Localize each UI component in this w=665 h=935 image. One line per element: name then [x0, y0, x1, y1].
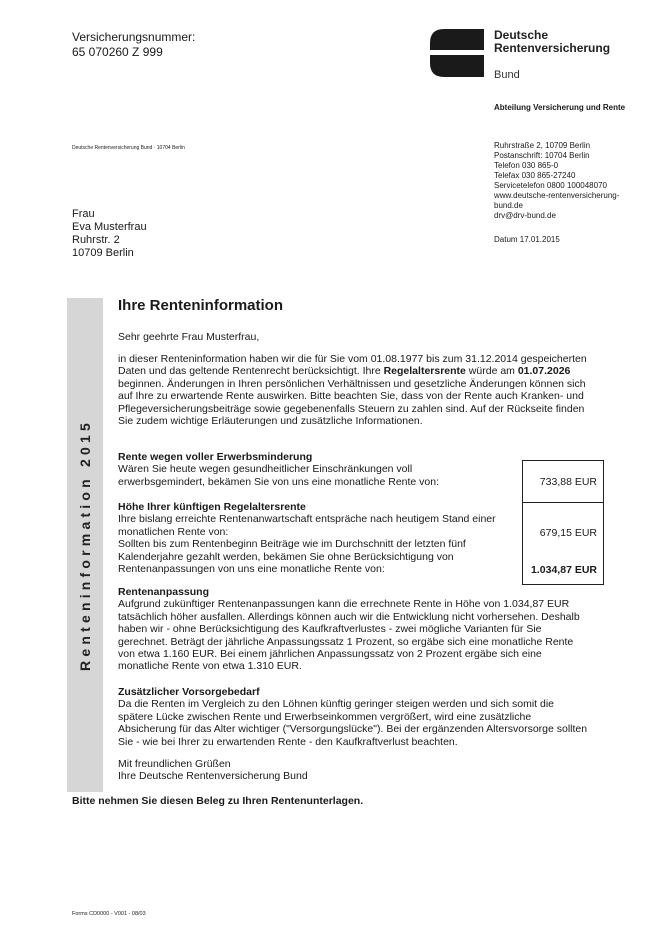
amount-current-entitlement: 679,15 EUR	[539, 527, 597, 539]
contact-line: Telefon 030 865-0	[494, 161, 559, 170]
section-text: Aufgrund zukünftiger Rentenanpassungen kann die errechnete Rente in Höhe von 1.034,87 EUR tatsächlich höher ausfallen. Allerdings können auch wir die Entwicklung nicht vorhersehen. Deshalb haben wir - ohne Berücksichtigung des Kaufkraftverlustes - zwei mögliche Varianten für Sie gerechnet. Beträgt der jährliche Anpassungssatz 1 Prozent, so ergäbe sich eine monatliche Rente von etwa 1.160 EUR. Bei einem jährlichen Anpassungssatz von 2 Prozent ergäbe sich eine monatliche Rente von etwa 1.310 EUR.	[118, 598, 580, 673]
intro-text: in dieser Renteninformation haben wir die für Sie vom 01.08.1977 bis zum 31.12.2014 gespeicherten Daten und das geltende Rentenrecht berücksichtigt. Ihre	[118, 353, 587, 378]
contact-line: drv@drv-bund.de	[494, 211, 556, 220]
intro-emphasis-date: 01.07.2026	[517, 365, 571, 378]
section-text: Ihre bislang erreichte Rentenanwartschaft entspräche nach heutigem Stand einer monatlichen Rente von:	[118, 513, 496, 538]
section-heading: Höhe Ihrer künftigen Regelaltersrente	[118, 501, 306, 513]
insurance-number: 65 070260 Z 999	[72, 45, 163, 59]
intro-text: würde am	[465, 365, 518, 378]
section-regular-pension	[118, 501, 518, 575]
document-title: Ihre Renteninformation	[118, 297, 284, 314]
brand-name	[494, 29, 610, 55]
address-line: Frau	[72, 208, 95, 220]
section-text: Da die Renten im Vergleich zu den Löhnen künftig geringer steigen werden und sich somit die spätere Lücke zwischen Rente und Erwerbseinkommen vergrößert, wird eine zusätzliche Absicherung für das Alter wichtiger ("Versorgungslücke"). Bei der ergänzenden Altersvorsorge sollten Sie - wie bei Ihrer zu erwartenden Rente - den Kaufkraftverlust beachten.	[118, 698, 588, 748]
salutation: Sehr geehrte Frau Musterfrau,	[118, 331, 260, 343]
amount-box	[522, 460, 604, 585]
brand-bund: Bund	[494, 69, 520, 81]
contact-line: Ruhrstraße 2, 10709 Berlin	[494, 141, 591, 150]
intro-text: beginnen. Änderungen in Ihren persönlichen Verhältnissen und gesetzliche Änderungen können sich auf Ihre zu erwartende Rente auswirken. Bitte beachten Sie, dass von der Rente auch Kranken- und Pflegeversicherungsbeiträge sowie gegebenenfalls Steuern zu zahlen sind. Auf der Rückseite finden Sie zudem wichtige Erläuterungen und zusätzliche Informationen.	[118, 377, 586, 428]
sidebar-label: Renteninformation 2015	[77, 419, 93, 671]
section-disability	[118, 451, 478, 488]
contact-block	[494, 141, 654, 221]
address-line: Ruhrstr. 2	[72, 234, 120, 246]
form-code: Forms CD0000 - V001 - 08/03	[72, 911, 146, 917]
drv-logo-icon	[430, 29, 484, 77]
contact-line: Telefax 030 865-27240	[494, 171, 576, 180]
insurance-number-label: Versicherungsnummer:	[72, 30, 196, 44]
insurance-number-block	[72, 30, 195, 60]
section-text: Wären Sie heute wegen gesundheitlicher Einschränkungen voll erwerbsgemindert, bekämen Sie von uns eine monatliche Rente von:	[118, 463, 440, 488]
contact-line: Postanschrift: 10704 Berlin	[494, 151, 590, 160]
intro-paragraph	[118, 353, 590, 427]
brand-line-2: Rentenversicherung	[494, 41, 611, 55]
closing-line: Mit freundlichen Grüßen	[118, 758, 231, 770]
contact-line: bund.de	[494, 201, 523, 210]
closing-line: Ihre Deutsche Rentenversicherung Bund	[118, 770, 308, 783]
section-heading: Zusätzlicher Vorsorgebedarf	[118, 686, 260, 698]
section-heading: Rente wegen voller Erwerbsminderung	[118, 451, 313, 463]
contact-line: Servicetelefon 0800 100048070	[494, 181, 607, 190]
address-line: Eva Musterfrau	[72, 221, 147, 233]
closing	[118, 758, 590, 783]
section-heading: Rentenanpassung	[118, 586, 210, 598]
department: Abteilung Versicherung und Rente	[494, 103, 626, 112]
amount-divider	[523, 502, 603, 503]
footer-note: Bitte nehmen Sie diesen Beleg zu Ihren Rentenunterlagen.	[72, 795, 364, 807]
intro-emphasis-pension: Regelaltersrente	[383, 365, 466, 378]
section-adjustment	[118, 586, 590, 673]
sidebar-band	[67, 298, 103, 792]
sender-line: Deutsche Rentenversicherung Bund · 10704 Berlin	[72, 145, 185, 151]
recipient-address	[72, 208, 147, 260]
letter-date: Datum 17.01.2015	[494, 235, 560, 244]
section-additional-provision	[118, 686, 590, 748]
section-text: Sollten bis zum Rentenbeginn Beiträge wie im Durchschnitt der letzten fünf Kalenderjahre gezahlt werden, bekämen Sie ohne Berücksichtigung von Rentenanpassungen von uns eine monatliche Rente von:	[118, 538, 466, 576]
amount-projected-pension: 1.034,87 EUR	[531, 564, 597, 576]
brand-line-1: Deutsche	[494, 28, 549, 42]
address-line: 10709 Berlin	[72, 247, 134, 259]
amount-disability: 733,88 EUR	[539, 476, 597, 488]
contact-line: www.deutsche-rentenversicherung-	[494, 191, 620, 200]
